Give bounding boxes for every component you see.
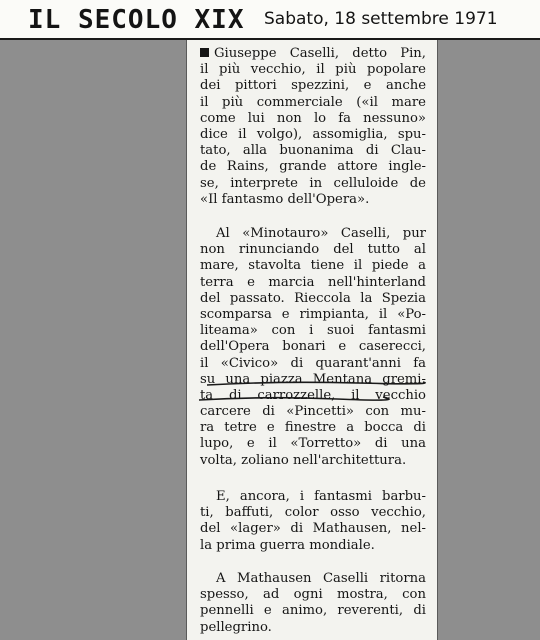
article-line: volta, zoliano nell'architettura. — [200, 452, 407, 468]
article-line: il più vecchio, il più popolare — [200, 62, 426, 78]
article-line: del «lager» di Mathausen, nel- — [200, 521, 426, 537]
article-line: scomparsa e rimpianta, il «Po- — [200, 306, 426, 322]
article-line: ra tetre e finestre a bocca di — [200, 420, 426, 436]
article-line: lupo, e il «Torretto» di una — [200, 436, 426, 452]
article-line: carcere di «Pincetti» con mu- — [200, 404, 426, 420]
article-line: liteama» con i suoi fantasmi — [200, 323, 426, 339]
article-line: il più commerciale («il mare — [200, 94, 426, 110]
article-line: de Rains, grande attore ingle- — [200, 159, 426, 175]
article-line: terra e marcia nell'hinterland — [200, 274, 426, 290]
article-line: ta di carrozzelle, il vecchio — [200, 387, 426, 403]
article-line: non rinunciando del tutto al — [200, 242, 426, 258]
article-line: ti, baffuti, color osso vecchio, — [200, 505, 426, 521]
article-paragraph-1 — [200, 46, 426, 208]
article-paragraph-2 — [200, 226, 426, 469]
article-line: «Il fantasmo dell'Opera». — [200, 191, 370, 207]
article-line: come lui non lo fa nessuno» — [200, 110, 426, 126]
article-line: mare, stavolta tiene il piede a — [200, 258, 426, 274]
article-line: Giuseppe Caselli, detto Pin, — [200, 46, 426, 62]
article-line: spesso, ad ogni mostra, con — [200, 587, 426, 603]
article-line: Al «Minotauro» Caselli, pur — [216, 226, 426, 241]
article-line: il «Civico» di quarant'anni fa — [200, 355, 426, 371]
newspaper-masthead — [0, 0, 540, 40]
article-line: dell'Opera bonari e caserecci, — [200, 339, 426, 355]
article-line: del passato. Rieccola la Spezia — [200, 290, 426, 306]
newspaper-title: IL SECOLO XIX — [28, 5, 245, 35]
article-line: pennelli e animo, reverenti, di — [200, 603, 426, 619]
article-line: A Mathausen Caselli ritorna — [216, 571, 426, 586]
article-paragraph-3 — [200, 489, 426, 554]
article-line: se, interprete in celluloide de — [200, 175, 426, 191]
article-line: su una piazza Mentana gremi- — [200, 371, 426, 387]
article-line: E, ancora, i fantasmi barbu- — [216, 489, 426, 504]
article-line: pellegrino. — [200, 619, 272, 635]
publication-date: Sabato, 18 settembre 1971 — [264, 9, 498, 29]
article-line: tato, alla buonanima di Clau- — [200, 143, 426, 159]
article-line: la prima guerra mondiale. — [200, 537, 375, 553]
article-line: dei pittori spezzini, e anche — [200, 78, 426, 94]
bullet-square-icon — [200, 48, 209, 57]
article-clipping — [186, 40, 438, 640]
article-line: dice il volgo), assomiglia, spu- — [200, 126, 426, 142]
article-paragraph-4 — [200, 571, 426, 636]
